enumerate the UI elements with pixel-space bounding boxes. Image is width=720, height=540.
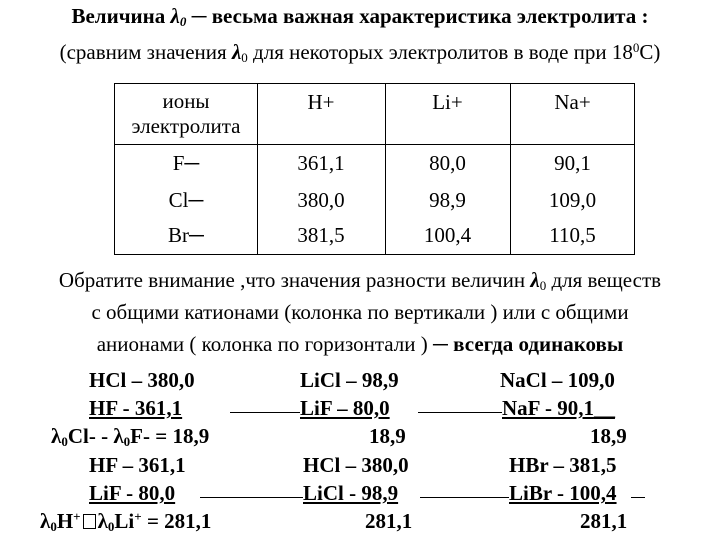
- table-cell: 98,9: [429, 188, 466, 212]
- difference-value: 18,9: [369, 424, 406, 448]
- difference-cl-f: $\lambda_0Cl- - \lambda_0F- = 18,9$: [51, 424, 210, 449]
- example-lif: LiF - 80,0: [89, 481, 176, 505]
- table-cell: 109,0: [548, 188, 597, 212]
- example-hbr: HBr – 381,5: [509, 453, 617, 477]
- underline-divider: [420, 497, 509, 498]
- table-cell: 361,1: [297, 151, 345, 175]
- table-cell: 380,0: [297, 188, 345, 212]
- example-naf: NaF - 90,1__: [502, 396, 615, 420]
- example-hf: HF – 361,1: [89, 453, 186, 477]
- header-cation-na: Na+: [554, 90, 591, 114]
- missing-glyph-box-icon: [83, 514, 96, 529]
- example-licl: LiCl - 98,9: [303, 481, 399, 505]
- underline-divider: [631, 497, 645, 498]
- header-cation-li: Li+: [432, 90, 463, 114]
- example-nacl: NaCl – 109,0: [500, 368, 615, 392]
- note-line-3: анионами ( колонка по горизонтали ) ─ всегда одинаковы: [96, 332, 624, 356]
- difference-value: 18,9: [590, 424, 627, 448]
- page-title: Величина $\lambda_0$ ─ весьма важная характеристика электролита :: [71, 4, 649, 29]
- example-hcl: HCl – 380,0: [303, 453, 409, 477]
- table-divider: [115, 144, 634, 145]
- table-cell: 100,4: [423, 223, 472, 247]
- note-line-1: Обратите внимание ,что значения разности величин $\lambda_0$ для веществ: [58, 268, 662, 293]
- underline-divider: [230, 412, 300, 413]
- conductivity-table: [114, 83, 635, 255]
- example-lif: LiF – 80,0: [300, 396, 390, 420]
- difference-h-li: $\lambda_0H^+$ $\lambda_0Li^+ = 281,1$: [40, 509, 212, 534]
- table-cell: 80,0: [429, 151, 466, 175]
- row-anion-f: F─: [172, 151, 200, 175]
- difference-value: 281,1: [580, 509, 628, 533]
- table-cell: 381,5: [297, 223, 345, 247]
- example-hf: HF - 361,1: [89, 396, 183, 420]
- difference-value: 281,1: [365, 509, 413, 533]
- example-licl: LiCl – 98,9: [300, 368, 399, 392]
- table-cell: 90,1: [554, 151, 591, 175]
- subtitle: (сравним значения $\lambda_0$ для некоторых электролитов в воде при $18^0С$): [59, 40, 661, 65]
- header-cation-h: H+: [307, 90, 335, 114]
- note-line-2: с общими катионами (колонка по вертикали ) или с общими: [91, 300, 629, 324]
- underline-divider: [200, 497, 303, 498]
- row-anion-br: Br─: [168, 223, 204, 247]
- example-libr: LiBr - 100,4: [509, 481, 617, 505]
- table-cell: 110,5: [549, 223, 596, 247]
- example-hcl: HCl – 380,0: [89, 368, 195, 392]
- underline-divider: [418, 412, 502, 413]
- row-anion-cl: Cl─: [168, 188, 204, 212]
- table-corner-header: ионы электролита: [131, 89, 241, 138]
